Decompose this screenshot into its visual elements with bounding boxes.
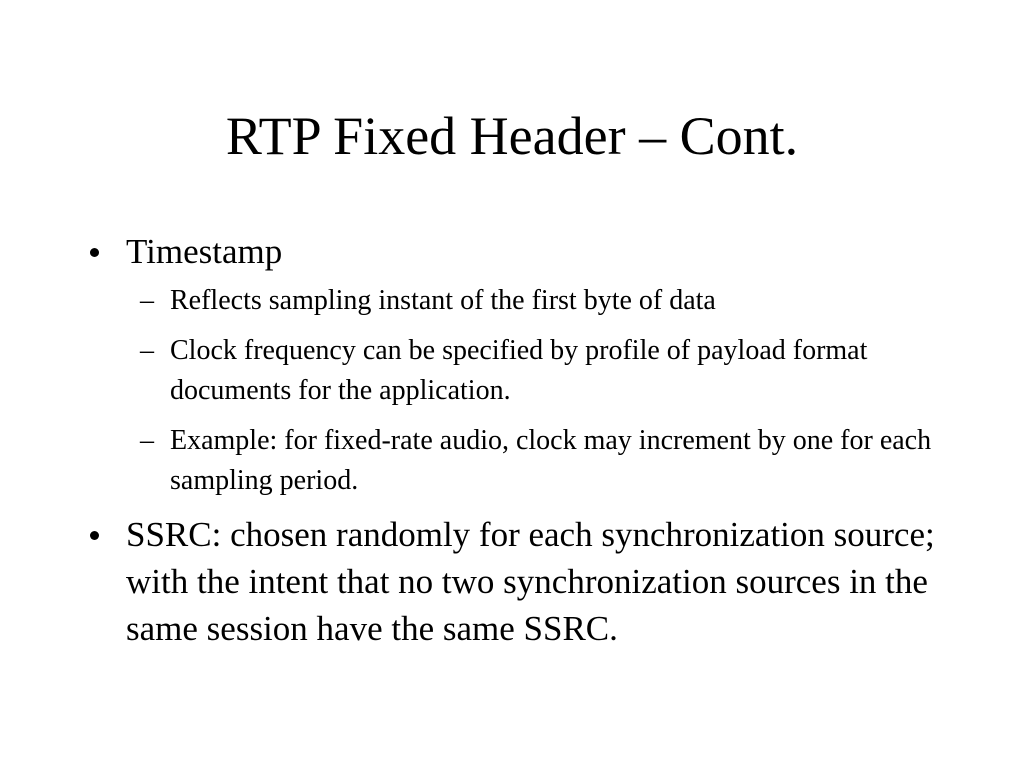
bullet-timestamp [86, 228, 956, 275]
bullet-ssrc [86, 511, 956, 652]
sub-bullet-text: Example: for fixed-rate audio, clock may increment by one for each sampling period. [170, 425, 932, 496]
dash-marker: – [140, 425, 154, 456]
timestamp-sublist [86, 281, 956, 501]
bullet-text: SSRC: chosen randomly for each synchronization source; with the intent that no two synchronization sources in the same session have the same SSRC. [126, 515, 935, 648]
sub-bullet-sampling-instant [86, 281, 956, 321]
slide-title: RTP Fixed Header – Cont. [225, 106, 799, 166]
sub-bullet-clock-frequency [86, 331, 956, 411]
sub-bullet-text: Reflects sampling instant of the first byte of data [170, 285, 716, 316]
slide-content [86, 228, 956, 658]
sub-bullet-text: Clock frequency can be specified by profile of payload format documents for the application. [170, 335, 868, 406]
bullet-text: Timestamp [126, 232, 283, 271]
dash-marker: – [140, 335, 154, 366]
sub-bullet-example [86, 421, 956, 501]
dash-marker: – [140, 285, 154, 316]
